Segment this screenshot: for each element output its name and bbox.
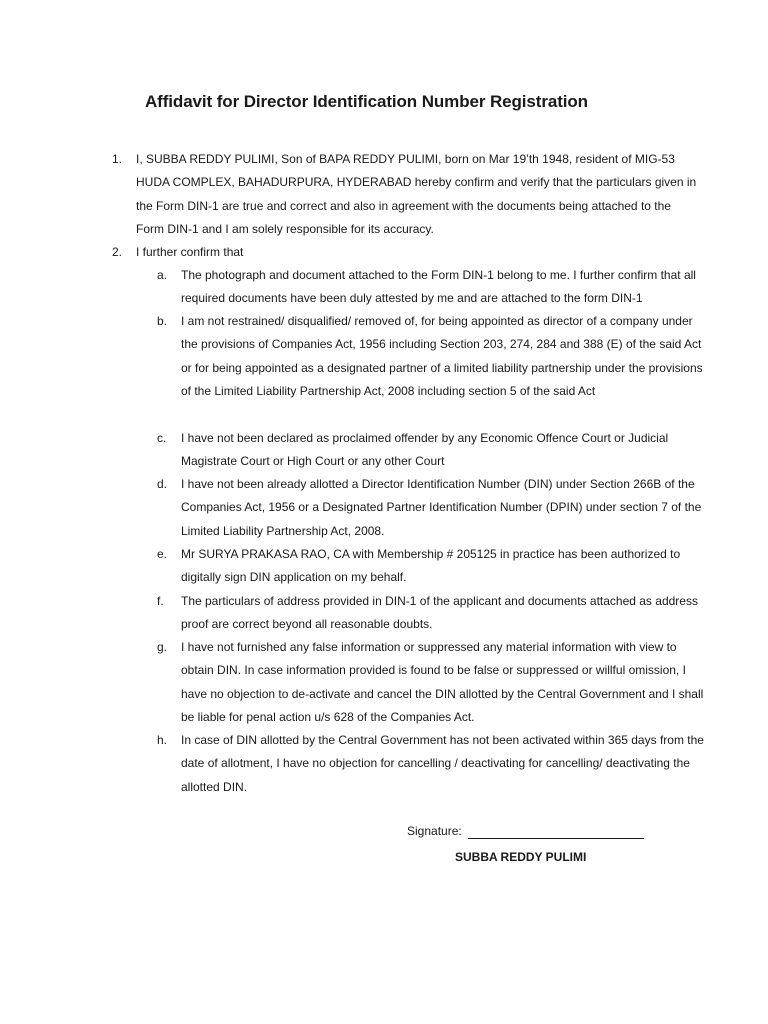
signature-line	[468, 838, 644, 839]
item-number: 1.	[112, 152, 123, 166]
sub-item-letter: g.	[157, 640, 168, 654]
sub-item-text: The particulars of address provided in DIN-1 of the applicant and documents attached as address proof are correct beyond all reasonable doubts.	[181, 594, 698, 632]
document-title: Affidavit for Director Identification Number Registration	[145, 92, 588, 111]
item-text: I, SUBBA REDDY PULIMI, Son of BAPA REDDY PULIMI, born on Mar 19’th 1948, resident of MIG-53 HUDA COMPLEX, BAHADURPURA, HYDERABAD hereby confirm and verify that the particulars given in the Form DIN-1 are true and correct and also in agreement with the documents being attached to the Form DIN-1 and I am solely responsible for its accuracy.	[136, 152, 697, 236]
sub-item-letter: f.	[157, 594, 164, 608]
sub-item-text: I have not been declared as proclaimed offender by any Economic Offence Court or Judicial Magistrate Court or High Court or any other Court	[181, 431, 669, 469]
sub-item-text: Mr SURYA PRAKASA RAO, CA with Membership # 205125 in practice has been authorized to digitally sign DIN application on my behalf.	[181, 547, 681, 585]
sub-item-letter: d.	[157, 477, 168, 491]
item-text: I further confirm that	[136, 245, 244, 259]
sub-item-letter: b.	[157, 314, 168, 328]
sub-item-text: In case of DIN allotted by the Central Government has not been activated within 365 days from the date of allotment, I have no objection for cancelling / deactivating for cancelling/ deactivating the allotted DIN.	[181, 733, 704, 794]
signature-label: Signature:	[407, 824, 462, 838]
item-number: 2.	[112, 245, 123, 259]
sub-item-letter: c.	[157, 431, 167, 445]
sub-item-letter: e.	[157, 547, 168, 561]
sub-item-text: I am not restrained/ disqualified/ removed of, for being appointed as director of a company under the provisions of Companies Act, 1956 including Section 203, 274, 284 and 388 (E) of the said Act or for being appointed as a designated partner of a limited liability partnership under the provisions of the Limited Liability Partnership Act, 2008 including section 5 of the said Act	[181, 314, 703, 398]
sub-item-text: I have not furnished any false information or suppressed any material information with view to obtain DIN. In case information provided is found to be false or suppressed or willful omission, I have no objection to de-activate and cancel the DIN allotted by the Central Government and I shall be liable for penal action u/s 628 of the Companies Act.	[181, 640, 704, 724]
sub-item-text: The photograph and document attached to the Form DIN-1 belong to me. I further confirm that all required documents have been duly attested by me and are attached to the form DIN-1	[181, 268, 696, 306]
sub-item-letter: a.	[157, 268, 168, 282]
signer-name: SUBBA REDDY PULIMI	[455, 850, 587, 864]
sub-item-letter: h.	[157, 733, 168, 747]
sub-item-text: I have not been already allotted a Director Identification Number (DIN) under Section 266B of the Companies Act, 1956 or a Designated Partner Identification Number (DPIN) under section 7 of the Limited Liability Partnership Act, 2008.	[181, 477, 702, 538]
